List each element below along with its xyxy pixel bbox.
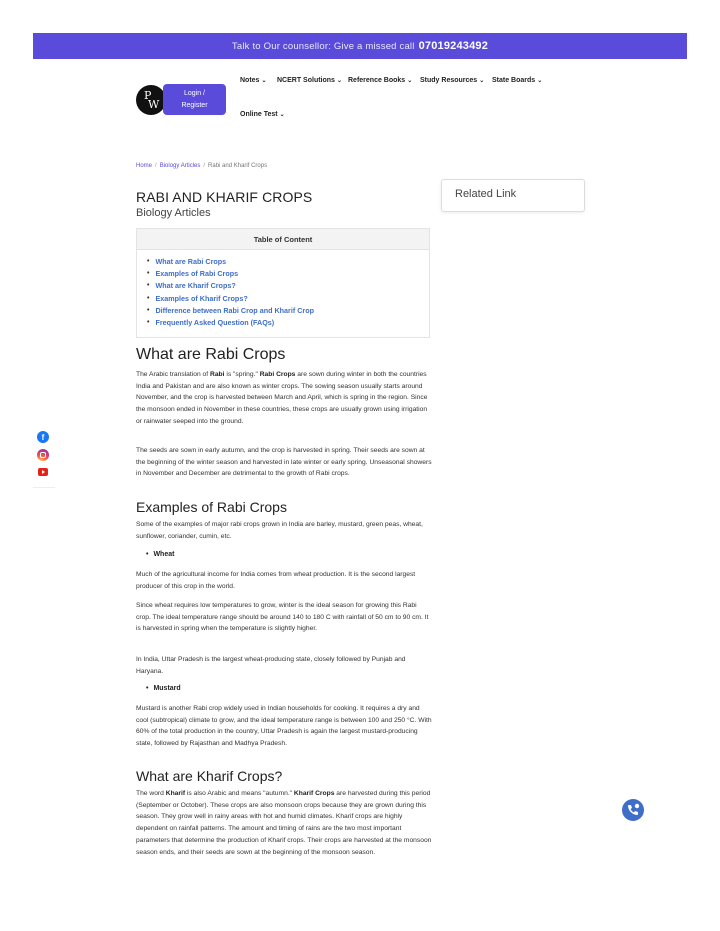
missed-call-banner[interactable]: [33, 33, 687, 59]
social-divider: [33, 487, 55, 488]
toc-item[interactable]: • Frequently Asked Question (FAQs): [147, 316, 429, 328]
wheat-paragraph-3: In India, Uttar Pradesh is the largest wheat-producing state, closely followed by Punjab and Haryana.: [136, 656, 406, 675]
text-run: The Arabic translation of: [136, 371, 210, 378]
chevron-down-icon: ⌄: [279, 112, 285, 118]
breadcrumb-current: Rabi and Kharif Crops: [208, 163, 268, 169]
nav-reference-books[interactable]: [348, 77, 412, 84]
text-bold: Kharif: [165, 790, 186, 797]
text-run: are harvested during this period (September or October). These crops are also monsoon crops because they are grown during this season. They grow well in rainy areas with hot and humid climates. Kharif crops are highly dependent on rainfall patterns. The amount and timing of rains are the two most important parameters that determine the production of Kharif crops. Their crops are harvested at the monsoon season ends, and their seeds are sown at the beginning of the monsoon season.: [136, 790, 432, 856]
related-link-box: [441, 179, 585, 212]
text-run: are sown during winter in both the countries India and Pakistan and are also known as winter crops. The sowing season usually starts around November, and the crop is harvested between March and April, which is spring in the region. Since the monsoon ended in November in these countries, these crops are usually grown using irrigation or rainwater seeped into the ground.: [136, 371, 428, 425]
nav-label: State Boards: [492, 77, 536, 84]
youtube-icon[interactable]: [38, 468, 48, 476]
banner-phone[interactable]: 07019243492: [418, 40, 489, 52]
nav-ncert-solutions[interactable]: [277, 77, 342, 84]
nav-label: NCERT Solutions: [277, 77, 335, 84]
chevron-down-icon: ⌄: [336, 78, 342, 84]
rabi-paragraph-1: [136, 369, 432, 428]
breadcrumb-separator: /: [155, 163, 157, 169]
instagram-icon[interactable]: [37, 449, 49, 461]
breadcrumb-separator: /: [203, 163, 206, 169]
banner-text: Talk to Our counsellor: Give a missed call: [231, 40, 415, 52]
facebook-icon[interactable]: f: [37, 431, 49, 443]
nav-online-test[interactable]: [240, 111, 285, 118]
text-bold: Rabi: [209, 371, 225, 378]
chevron-down-icon: ⌄: [537, 78, 543, 84]
bullet-wheat: • Wheat: [146, 551, 174, 558]
rabi-paragraph-2: The seeds are sown in early autumn, and the crop is harvested in spring. Their seeds are sown at the beginning of the winter season and harvested in late winter or early spring. Unseasonal showers in November and December are detrimental to the growth of Rabi crops.: [136, 447, 432, 478]
breadcrumb: [136, 163, 267, 169]
table-of-content: [136, 228, 430, 338]
section-heading-examples: Examples of Rabi Crops: [136, 499, 287, 515]
text-bold: Kharif Crops: [293, 790, 335, 797]
toc-heading: Table of Content: [137, 229, 429, 250]
nav-label: Reference Books: [348, 77, 406, 84]
nav-label: Online Test: [240, 111, 278, 118]
chevron-down-icon: ⌄: [479, 78, 485, 84]
section-heading-rabi: What are Rabi Crops: [136, 346, 286, 363]
nav-label: Study Resources: [420, 77, 478, 84]
bullet-mustard: • Mustard: [146, 685, 181, 692]
logo-letter-p: P: [144, 89, 152, 102]
mustard-paragraph: Mustard is another Rabi crop widely used in Indian households for cooking. It requires a dry and cool (subtropical) climate to grow, and the ideal temperature range is between 100 and 250 °C. With 60% of the total production in the country, Uttar Pradesh is again the largest mustard-producing state, followed by Rajasthan and Madhya Pradesh.: [136, 705, 432, 748]
text-bold: Rabi Crops: [259, 371, 296, 378]
nav-notes[interactable]: [240, 77, 266, 84]
chevron-down-icon: ⌄: [261, 78, 267, 84]
chevron-down-icon: ⌄: [407, 78, 413, 84]
page-title: RABI AND KHARIF CROPS: [136, 189, 313, 205]
register-label: Register: [181, 101, 208, 109]
pw-logo[interactable]: [136, 85, 166, 115]
page-category: Biology Articles: [136, 207, 211, 219]
toc-list: [137, 250, 429, 329]
login-label: Login /: [183, 90, 205, 98]
toc-item[interactable]: • Difference between Rabi Crop and Kharif Crop: [147, 304, 429, 316]
logo-letter-w: W: [148, 98, 160, 111]
related-link-title: Related Link: [455, 188, 517, 200]
examples-intro: Some of the examples of major rabi crops grown in India are barley, mustard, green peas, wheat, sunflower, coriander, cumin, etc.: [136, 521, 423, 540]
kharif-paragraph-1: [136, 788, 432, 858]
breadcrumb-home[interactable]: Home: [136, 163, 153, 169]
call-support-icon[interactable]: [622, 799, 644, 821]
nav-study-resources[interactable]: [420, 77, 484, 84]
toc-item[interactable]: • What are Kharif Crops?: [147, 280, 429, 292]
toc-item[interactable]: • Examples of Rabi Crops: [147, 267, 429, 279]
nav-label: Notes: [240, 77, 260, 84]
toc-item[interactable]: • What are Rabi Crops: [147, 255, 429, 267]
breadcrumb-biology[interactable]: Biology Articles: [159, 163, 201, 169]
text-run: is "spring.": [224, 371, 260, 378]
toc-item[interactable]: • Examples of Kharif Crops?: [147, 292, 429, 304]
text-run: The word: [136, 790, 166, 797]
nav-state-boards[interactable]: [492, 77, 542, 84]
section-heading-kharif: What are Kharif Crops?: [136, 768, 283, 784]
wheat-paragraph-1: Much of the agricultural income for India comes from wheat production. It is the second largest producer of this crop in the world.: [136, 571, 416, 590]
wheat-paragraph-2: Since wheat requires low temperatures to grow, winter is the ideal season for growing this Rabi crop. The ideal temperature range should be around 140 to 180 C with rainfall of 50 cm to 90 cm. It is harvested in spring when the temperature is slightly higher.: [136, 602, 429, 633]
text-run: is also Arabic and means "autumn.": [185, 790, 294, 797]
login-register-button[interactable]: [163, 84, 226, 115]
